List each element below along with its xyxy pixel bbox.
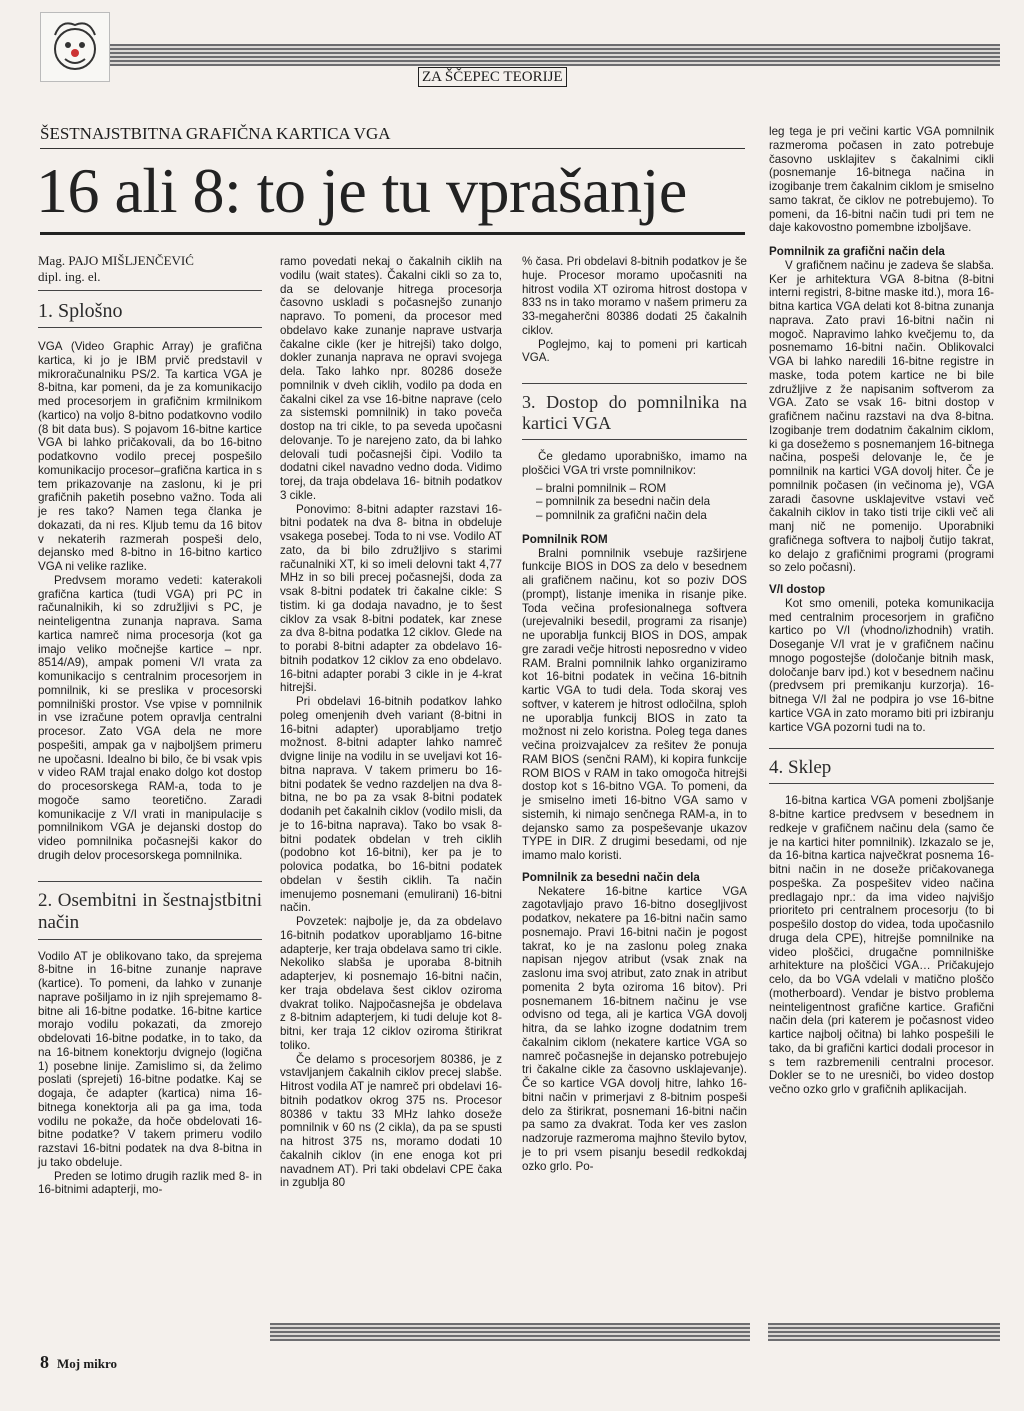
clown-face-icon [41,13,109,81]
paragraph: Bralni pomnilnik vsebuje razširjene funkcije BIOS in DOS za delo v besednem ali grafičnem načinu, kot so poziv DOS (prompt), listanje imenika in risanje pike. Toda večina profesionalnega softvera (urejevalniki besedil, programi za risanje) ne uporablja funkcij BIOS in DOS, ampak gre zaradi večje hitrosti neposredno v video RAM. Bralni pomnilnik lahko organiziramo kot 16-bitni podatek in večina 16-bitnih kartic VGA to tudi dela. Toda skoraj ves softver, v katerem je hitrost odločilna, sploh ne uporablja funkcij BIOS in zato ta možnost ni zelo koristna. Poleg tega danes večina proizvajalcev za rešitev že ponuja RAM BIOS (senčni RAM), ki kopira funkcije ROM BIOS v RAM in tako omogoča hitrejši dostop kot s 16-bitno VGA. To pomeni, da je smiselno imeti 16-bitno VGA samo v sistemih, ki nimajo senčnega RAM-a, in to dejansko samo za pospeševanje ukazov TYPE in DIR. Z drugimi besedami, od nje imamo malo koristi. [522,546,747,862]
header-stripe-band [110,44,1000,66]
section-tag [418,67,567,87]
column-2 [280,255,502,1190]
kicker: ŠESTNAJSTBITNA GRAFIČNA KARTICA VGA [40,124,391,143]
paragraph: Če gledamo uporabniško, imamo na ploščici VGA tri vrste pomnilnikov: [522,450,747,477]
title-rule [40,232,745,235]
paragraph: Pri obdelavi 16-bitnih podatkov lahko poleg omenjenih dveh variant (8-bitni in 16-bitni adapter) uporabljamo tretjo možnost. 8-bitni adapter lahko namreč dvigne linije na vodilu in se uveljavi kot 16-bitna naprava. V takem primeru bo 16- bitni podatek še vedno razdeljen na dva 8-bitna, ne bo pa za vsak 8-bitni podatek dodanih pet čakalnih ciklov (vodilo misli, da je to 16-bitna naprava). Tako bo vsak 8-bitni podatek obdelan v treh ciklih (podobno kot 16-bitni), ker pa je to polovica podatka, bo 16-bitni podatek obdelan v šestih ciklih. Ta način imenujemo posnemani (emulirani) 16-bitni način. [280,695,502,915]
page-title: 16 ali 8: to je tu vprašanje [36,155,687,226]
magazine-name: Moj mikro [57,1356,118,1371]
subheading: Pomnilnik za besedni način dela [522,870,700,884]
footer-stripe-right [768,1323,1000,1341]
paragraph: 16-bitna kartica VGA pomeni zboljšanje 8-bitne kartice predvsem v besednem in redkeje v grafičnem načinu dela (samo če je na kartici hiter pomnilnik). Izkazalo se je, da 16-bitna kartica največkrat posnema 16-bitni način in ne doseže pričakovanega pospeška. Za pospešitev video načina predlagajo npr.: da ima video najvišjo prioriteto pri centralnem procesorju (to bi pospešilo dostop do videa, toda upočasnilo druga dela CPE), hitrejše pomnilnike na video ploščici, drugačne pomnilniške arhitekture na ploščici VGA… Pričakujejo celo, da bo VGA vdelali v matično ploščo (motherboard). Vendar je bistvo problema neinteligentnost grafične kartice. Grafični način dela (pri katerem je počasnost video kartice najbolj očitna) bi lahko pospešili le tako, da bi grafični kartici dodali procesor in s tem razbremenili centralni procesor. Dokler se to ne uresniči, bo video dostop večno ozko grlo v grafičnih aplikacijah. [769,794,994,1096]
paragraph: Nekatere 16-bitne kartice VGA zagotavljajo pravo 16-bitno dosegljivost podatkov, nekatere pa 16-bitni način samo posnemajo. Pravi 16-bitni način je pogost takrat, ko je na zaslonu poleg znaka napisan njegov atribut (vsak znak na zaslonu ima svoj atribut, zato znak in atribut pomenita 2 byta oziroma 16 bitov). Pri posnemanem 16-bitnem načinu je vse odvisno od tega, ali je kartica VGA dovolj hitra, da se lahko izogne dodatnim trem čakalnim ciklom (nekatere kartice VGA so namreč počasnejše in dejansko potrebujejo tri čakalne cikle za časovno usklajevanje). Če so kartice VGA dovolj hitre, lahko 16-bitni način v primerjavi z 8-bitnim pospeši delo za štirikrat, posnemani 16-bitni način pa samo za dvakrat. Toda ker ves zaslon nadzoruje razmeroma majhno število bytov, je to pri vsem pisanju besedil redkokdaj ozko grlo. Po- [522,884,747,1173]
paragraph: leg tega je pri večini kartic VGA pomnilnik razmeroma počasen in zato potrebuje časovno usklajitev s čakalnimi cikli (posnemanje 16-bitnega načina in izogibanje trem čakalnim ciklom je smiselno samo takrat, če ciklov ne potrebujemo). To pomeni, da 16-bitni način tudi pri tem ne daje kakovostno pomembne izboljšave. [769,125,994,235]
page-number: 8 [40,1352,49,1372]
page-footer [40,1352,117,1373]
footer-stripe-left [270,1323,750,1341]
paragraph: % časa. Pri obdelavi 8-bitnih podatkov je še huje. Procesor moramo upočasniti na hitrost vodila XT oziroma hitrost dostopa v 833 ns in tako moramo v našem primeru za 33-megaherčni 80386 dodati 25 čakalnih ciklov. [522,255,747,337]
author-name: Mag. PAJO MIŠLJENČEVIĆ [38,253,194,268]
column-1 [38,253,262,1197]
section-heading-4: 4. Sklep [769,757,832,779]
mascot-logo [40,12,110,82]
subheading: Pomnilnik ROM [522,532,608,546]
section-heading-1: 1. Splošno [38,300,123,322]
column-4 [769,125,994,1097]
section-tag-label: ZA ŠČEPEC TEORIJE [422,69,563,85]
kicker-rule [40,148,745,149]
subheading: V/I dostop [769,583,826,596]
paragraph: V grafičnem načinu je zadeva še slabša. Ker je arhitektura VGA 8-bitna (8-bitni interni registri, 8-bitne maske itd.), mora 16-bitna kartica VGA delati kot 8-bitna zunanja naprava. Zato pravi 16-bitni način ni mogoč. Napravimo lahko kvečjemu to, da posnemamo 16-bitni način. Oblikovalci VGA bi lahko naredili 16-bitne registre in maske, toda potem kartice ne bi bile združljive z že napisanim softverom za VGA. Zato se vsak 16- bitni dostop v grafičnem načinu razstavi na dva 8-bitna. Izogibanje trem dodatnim čakalnim ciklom, ki ga dosežemo s posnemanjem 16-bitnega načina, pospeši delovanje le, če je pomnilnik na kartici VGA dovolj hiter. Če je pomnilnik počasen (in večinoma je), VGA zaradi časovne usklajevitve vstavi več čakalnih ciklov in tako tisti trije cikli več ali manj nič ne pomenijo. Uporabniki grafičnega softvera to najbolj čutijo takrat, ko delajo z grafičnimi programi (programi so zelo počasni). [769,258,994,575]
paragraph: Preden se lotimo drugih razlik med 8- in 16-bitnimi adapterji, mo- [38,1169,262,1197]
column-3 [522,255,747,1173]
list-item: – pomnilnik za besedni način dela [536,495,711,509]
paragraph: Predvsem moramo vedeti: katerakoli grafična kartica (tudi VGA) pri PC in računalnikih, ki so združljivi s PC, je neinteligentna zunanja naprava. Sama kartica namreč nima procesorja (kot ga imajo veliko močnejše kartice – npr. 8514/A9), ampak pomeni V/I vrata za komunikacijo s centralnim procesorjem in pomnilnik, ki se preslika v procesorski pomnilniški prostor. Vse vpise v pomnilnik in vse izračune potem opravlja centralni procesor. Zato VGA dela ne more pospešiti, ampak ga v najboljšem primeru ne upočasni. Idealno bi bilo, če bi vsak vpis v video RAM trajal enako dolgo kot dostop do procesorskega RAM-a, toda to je mogoče samo teoretično. Zaradi komunikacije z V/I vrati in manipulacije s pomnilnikom VGA je dejanski dostop do video pomnilnika počasnejši kakor do drugih delov procesorskega pomnilnika. [38,573,262,862]
subheading: Pomnilnik za grafični način dela [769,245,945,258]
memory-type-list [522,482,747,523]
paragraph: Kot smo omenili, poteka komunikacija med centralnim procesorjem in grafično kartico po V/I (vhodno/izhodnih) vratih. Doseganje V/I vrat je v grafičnem načinu mnogo pogostejše (določanje bitnih mask, določanje barv ipd.) kot v besednem načinu (predvsem pri premikanju kurzorja). 16-bitnega V/I žal ne podpira jo vse 16-bitne kartice VGA in zato moramo biti pri izbiranju kartice VGA pozorni tudi na to. [769,596,994,734]
list-item: – bralni pomnilnik – ROM [536,481,667,495]
section-heading-3: 3. Dostop do pomnilnika na kartici VGA [522,392,747,433]
author-degree: dipl. ing. el. [38,269,101,284]
paragraph: Ponovimo: 8-bitni adapter razstavi 16-bitni podatek na dva 8- bitna in obdeluje vsakega posebej. Toda to ni vse. Vodilo AT zato, da bi bilo združljivo s starimi računalniki XT, ki so imeli delovni takt 4,77 MHz in so bili precej počasnejši, doda za vsak 8-bitni podatek tri čakalne cikle: S tistim. ki ga dodaja navadno, je to šest ciklov za vsak 8-bitni podatek, kar znese za dva 8-bitna podatka 12 ciklov. Glede na to porabi 8-bitni adapter za obdelavo 16-bitnih podatkov 12 ciklov za eno obdelavo. 16-bitni adapter porabi 3 cikle in je 4-krat hitrejši. [280,502,502,695]
section-heading-2: 2. Osembitni in šestnajstbitni način [38,889,262,933]
paragraph: Če delamo s procesorjem 80386, je z vstavljanjem čakalnih ciklov precej slabše. Hitrost vodila AT je namreč pri obdelavi 16- bitnih podatkov okrog 375 ns. Procesor 80386 v taktu 33 MHz lahko doseže pomnilnik v 60 ns (2 cikla), da pa se spusti na hitrost 375 ns, moramo dodati 10 čakalnih ciklov (in ene enoga kot pri navadnem AT). Pri taki obdelavi CPE čaka in zgublja 80 [280,1052,502,1190]
list-item: – pomnilnik za grafični način dela [536,509,707,522]
paragraph: Povzetek: najbolje je, da za obdelavo 16-bitnih podatkov uporabljamo 16-bitne adapterje, ker traja obdelava samo tri cikle. Nekoliko slabša je uporaba 8-bitnih adapterjev, ki posnemajo 16-bitni način, ker traja obdelava šest ciklov oziroma dvakrat toliko. Najpočasnejša je obdelava z 8-bitnim adapterjem, ki tudi deluje kot 8-bitni, ker traja 12 ciklov oziroma štirikrat toliko. [280,915,502,1052]
paragraph: Poglejmo, kaj to pomeni pri karticah VGA. [522,337,747,365]
paragraph: VGA (Video Graphic Array) je grafična kartica, ki jo je IBM prvič predstavil v mikroračunalniku PS/2. Ta kartica VGA je 8-bitna, kar pomeni, da je za komunikacijo med procesorjem in grafičnim krmilnikom (kartico) na voljo 8-bitno podatkovno vodilo (8 bit data bus). S pojavom 16-bitne kartice VGA bi lahko pričakovali, da bo 16-bitno podatkovno vodilo precej pospešilo komunikacijo procesor–grafična kartica in s tem prikazovanje na zaslonu, ki je pri grafičnih paketih posebno važno. Toda ali je res tako? Namen tega članka je dokazati, da ni res. Kljub temu da 16 bitov v nekaterih razmerah pospeši delo, dejansko med 8-bitno in 16-bitno kartico VGA ni velike razlike. [38,340,262,573]
paragraph: ramo povedati nekaj o čakalnih ciklih na vodilu (wait states). Čakalni cikli so za to, da se delovanje hitrega procesorja časovno uskladi s počasnejšo zunanjo napravo. To pomeni, da procesor med obdelavo kake zunanje naprave ustvarja čakalne cikle (ker je hitrejši) tako dolgo, dokler zunanja naprava ne opravi svojega dela. Tako lahko npr. 80286 doseže pomnilnik v dveh ciklih, vodilo pa doda en čakalni cikel za vse 16-bitne naprave (celo za sistemski pomnilnik) in tako poveča dostop na tri cikle, to pa seveda upočasni delovanje. To je narejeno zato, da bi lahko delovali tudi počasnejši čipi. Vodilo ta dodatni cikel navadno vedno doda. Vidimo torej, da traja obdelava 16- bitnih podatkov 3 cikle. [280,255,502,502]
paragraph: Vodilo AT je oblikovano tako, da sprejema 8-bitne in 16-bitne zunanje naprave (kartice). To pomeni, da lahko v zunanje naprave pošiljamo in iz njih sprejemamo 8-bitne ali 16-bitne podatke. 16-bitne kartice morajo vodilu pokazati, da zmorejo obdelovati 16-bitne podatke, in to tako, da na 16-bitnem konektorju dvignejo (logična 1) posebne linije. Zamislimo si, da želimo poslati (sprejeti) 16-bitne podatke. Kaj se dogaja, če adapter (kartica) nima 16-bitnega konektorja ali pa ga ima, toda vodilu ne pokaže, da hoče obdelovati 16-bitne podatke? V takem primeru vodilo razstavi 16-bitni podatek na dva 8-bitna in ju tako obdeluje. [38,949,262,1169]
